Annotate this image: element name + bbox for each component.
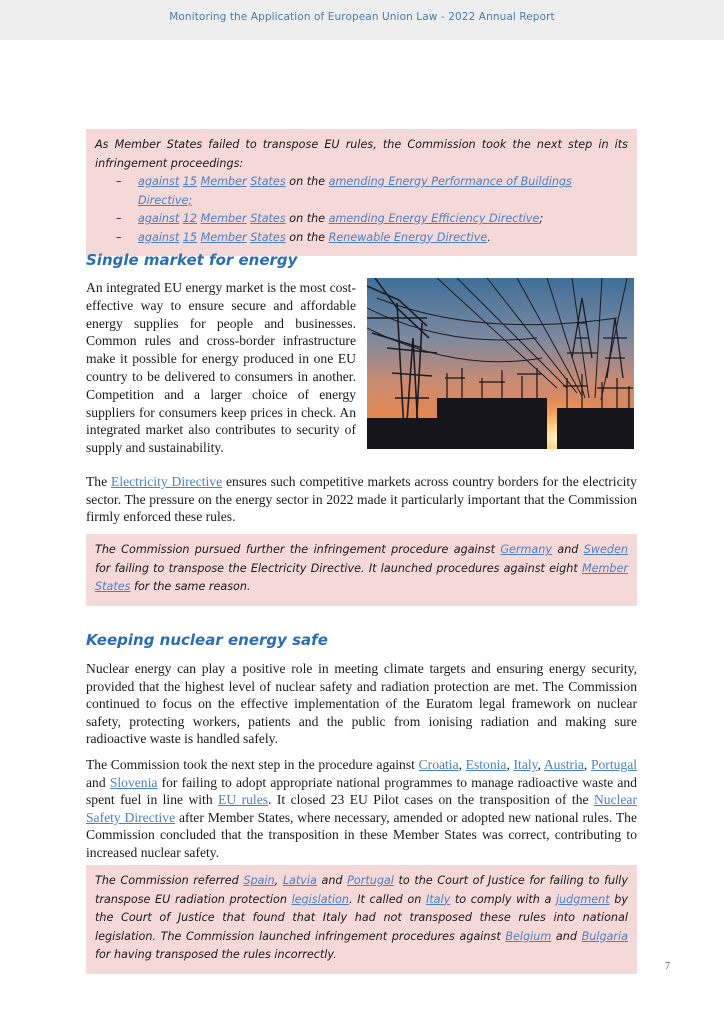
box-text: to comply with a (454, 892, 552, 906)
link-sweden[interactable]: Sweden (583, 543, 628, 556)
box-text: and (321, 874, 343, 887)
link-spain[interactable]: Spain (243, 874, 275, 887)
electricity-box (86, 534, 637, 606)
item-text: on the (289, 230, 326, 244)
link-portugal[interactable]: Portugal (590, 757, 638, 772)
link-states[interactable]: States (250, 212, 286, 225)
list-item: – against 12 Member States on the amending Energy Efficiency Directive; (116, 212, 544, 225)
link-judgment[interactable]: judgment (555, 892, 610, 906)
link-estonia[interactable]: Estonia (465, 757, 507, 772)
box-text: for having transposed the rules incorrectly. (95, 948, 337, 961)
link-directive[interactable]: Renewable Energy Directive (328, 230, 488, 244)
link-member[interactable]: Member (200, 175, 247, 188)
link-eu-rules[interactable]: EU rules (218, 792, 269, 808)
link-count[interactable]: 15 (182, 175, 198, 188)
link-member[interactable]: Member (200, 230, 247, 244)
item-end: ; (539, 212, 544, 225)
item-end: . (487, 230, 491, 244)
box-text: to the Court of Justice for failing to fully transpose EU radiation protection (95, 874, 628, 906)
transposition-intro: As Member States failed to transpose EU rules, the Commission took the next step in its infringement proceedings: (95, 138, 628, 170)
link-austria[interactable]: Austria (543, 757, 584, 772)
link-slovenia[interactable]: Slovenia (109, 774, 158, 790)
box-text: The Commission referred (95, 874, 239, 887)
link-against[interactable]: against (138, 212, 180, 225)
electricity-paragraph (86, 473, 637, 526)
nuclear-paragraph-2: The Commission took the next step in the procedure against Croatia, Estonia, Italy, Austria, Portugal and Slovenia for failing to adopt appropriate national programmes to manage radioactive waste and spent fuel in line with EU rules. It closed 23 EU Pilot cases on the transposition of the Nuclear Safety Directive after Member States, where necessary, amended or adopted new national rules. The Commission concluded that the transposition in these Member States was correct, contributing to increased nuclear safety. (86, 757, 638, 860)
transposition-box (86, 129, 637, 256)
list-item: – against 15 Member States on the amending Energy Performance of Buildings Directive; (116, 175, 572, 207)
link-bulgaria[interactable]: Bulgaria (581, 929, 628, 943)
link-belgium[interactable]: Belgium (505, 929, 552, 943)
para-text: after Member States, where necessary, amended or adopted new national rules. The Commission concluded that the transposition in these Member States was correct, contributing to increased nuclear safety. (86, 809, 638, 860)
para-text: and (86, 774, 106, 790)
power-lines-photo (367, 278, 634, 449)
transposition-list (95, 173, 628, 247)
section-heading-energy: Single market for energy (86, 251, 298, 269)
section-heading-nuclear: Keeping nuclear energy safe (86, 631, 328, 649)
link-states[interactable]: States (250, 230, 286, 244)
item-text: on the (289, 212, 326, 225)
link-legislation[interactable]: legislation (291, 892, 349, 906)
link-germany[interactable]: Germany (500, 543, 552, 556)
link-croatia[interactable]: Croatia (418, 757, 459, 772)
link-states[interactable]: States (250, 175, 286, 188)
box-text: for failing to transpose the Electricity Directive. It launched procedures against eight (95, 561, 578, 575)
link-portugal[interactable]: Portugal (347, 874, 394, 887)
link-member[interactable]: Member (581, 561, 628, 575)
running-header: Monitoring the Application of European Union Law - 2022 Annual Report (169, 11, 555, 23)
link-italy[interactable]: Italy (425, 892, 451, 906)
link-nuclear-safety-directive[interactable]: Nuclear Safety Directive (86, 792, 637, 825)
link-directive[interactable]: amending Energy Efficiency Directive (328, 212, 540, 225)
link-count[interactable]: 15 (182, 230, 198, 244)
para-text: for failing to adopt appropriate national programmes to manage radioactive waste and spent fuel in line with (86, 774, 637, 808)
nuclear-paragraph-1: Nuclear energy can play a positive role in meeting climate targets and ensuring energy security, provided that the highest level of nuclear safety and radiation protection are met. The Commission continued to focus on the effective implementation of the Euratom legal framework on nuclear safety, protecting workers, patients and the public from ionising radiation and making sure radioactive waste is handled safely. (86, 661, 637, 747)
energy-market-paragraph: An integrated EU energy market is the most cost-effective way to ensure secure and affordable energy supplies for people and businesses. Common rules and cross-border infrastructure make it possible for energy produced in one EU country to be delivered to consumers in another. Competition and a larger choice of energy suppliers for consumers keep prices in check. An integrated market also contributes to security of supply and sustainability. (86, 280, 356, 456)
para-text: ensures such competitive markets across country borders for the electricity sector. The pressure on the energy sector in 2022 made it particularly important that the Commission firmly enforced these rules. (86, 474, 637, 525)
link-member[interactable]: Member (200, 212, 247, 225)
link-against[interactable]: against (138, 230, 180, 244)
link-against[interactable]: against (138, 175, 180, 188)
link-states[interactable]: States (95, 580, 131, 593)
electricity-box-text (95, 541, 628, 597)
list-item: – against 15 Member States on the Renewable Energy Directive. (116, 230, 491, 244)
link-directive[interactable]: amending Energy Performance of Buildings Directive; (138, 175, 572, 207)
box-text: . It called on (349, 892, 422, 906)
box-text: and (555, 929, 577, 943)
link-electricity-directive[interactable]: Electricity Directive (111, 474, 223, 489)
link-latvia[interactable]: Latvia (282, 874, 317, 887)
page-number: 7 (665, 961, 670, 972)
box-text: by the Court of Justice that found that Italy had not transposed these rules into national legislation. The Commission launched infringement procedures against (95, 892, 628, 943)
nuclear-box (86, 865, 637, 974)
para-text: . It closed 23 EU Pilot cases on the transposition of the (268, 792, 589, 808)
item-text: on the (289, 175, 326, 188)
box-text: for the same reason. (134, 580, 251, 593)
box-text: The Commission pursued further the infringement procedure against (95, 543, 495, 556)
para-text: The Commission took the next step in the procedure against (86, 757, 415, 772)
link-italy[interactable]: Italy (513, 757, 538, 772)
para-text: The (86, 474, 108, 489)
link-count[interactable]: 12 (182, 212, 198, 225)
box-text: and (557, 543, 579, 556)
nuclear-box-text: The Commission referred Spain, Latvia and Portugal to the Court of Justice for failing to fully transpose EU radiation protection legislation. It called on Italy to comply with a judgment by the Court of Justice that found that Italy had not transposed these rules into national legislation. The Commission launched infringement procedures against Belgium and Bulgaria for having transposed the rules incorrectly. (95, 874, 628, 961)
